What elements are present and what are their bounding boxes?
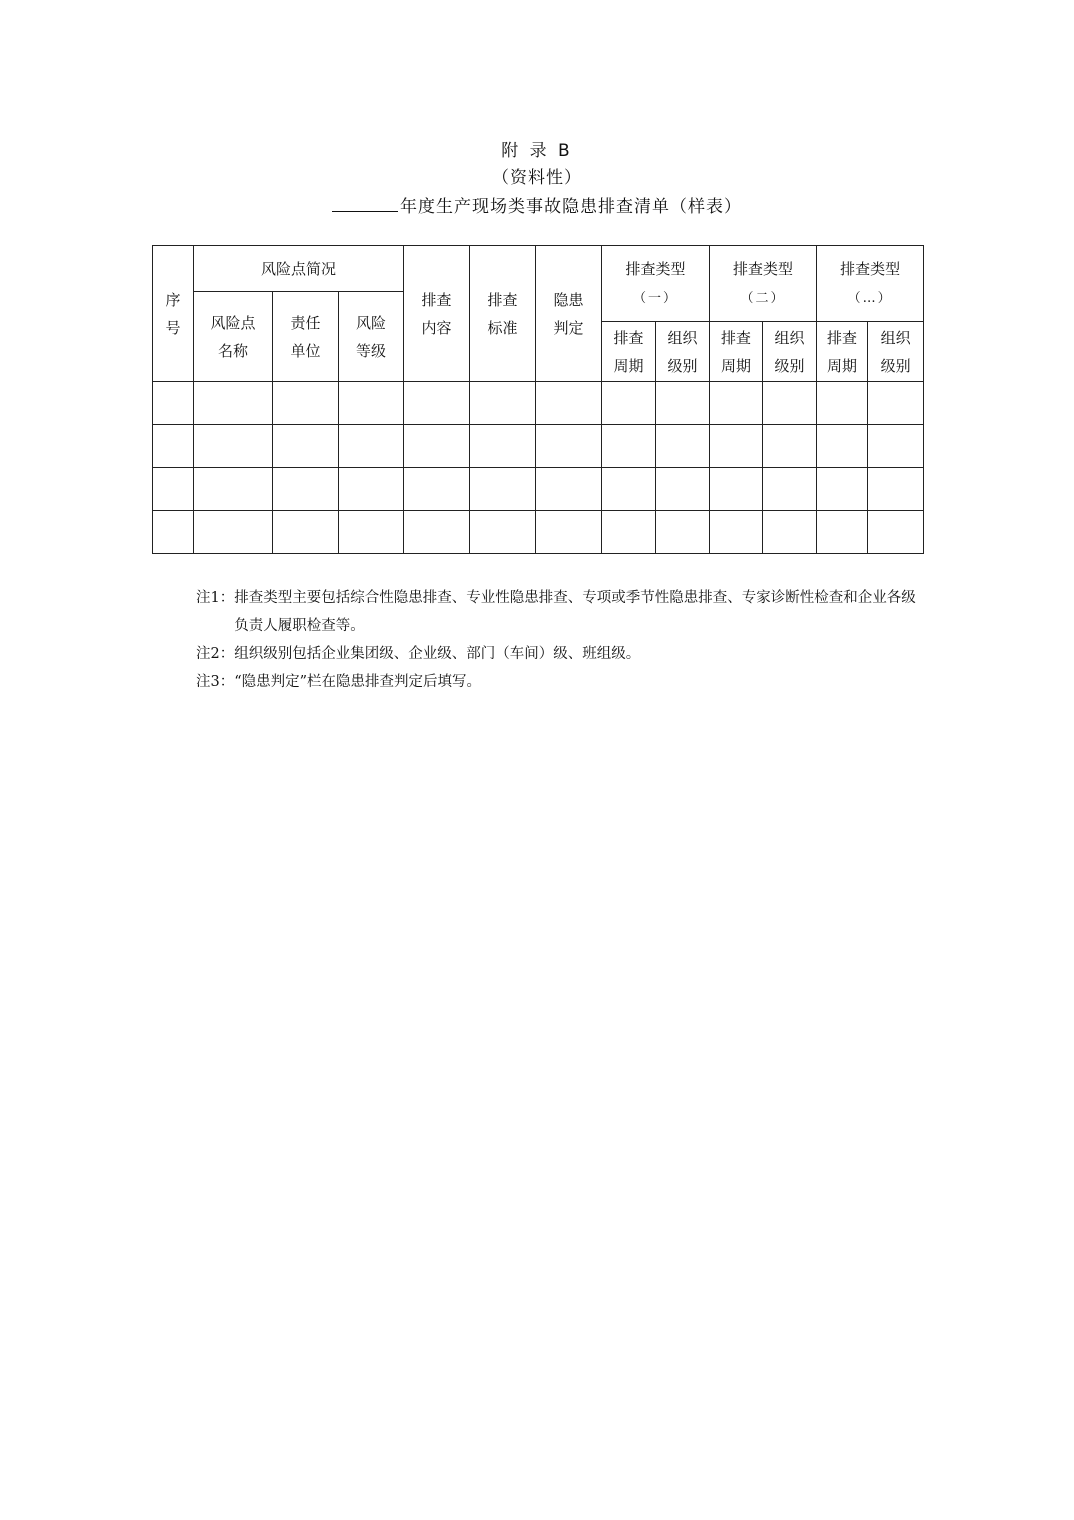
org-level-3-line1: 组织 bbox=[880, 328, 911, 347]
table-cell[interactable] bbox=[273, 382, 339, 425]
col-risk-group: 风险点简况 bbox=[194, 246, 404, 292]
table-cell[interactable] bbox=[656, 511, 710, 554]
table-cell[interactable] bbox=[602, 511, 656, 554]
table-cell[interactable] bbox=[710, 468, 763, 511]
col-risk-level-line2: 等级 bbox=[356, 341, 387, 360]
type-group-1-sub: （一） bbox=[633, 290, 679, 306]
table-cell[interactable] bbox=[536, 425, 602, 468]
note-1 bbox=[196, 584, 916, 640]
note-2-tag: 注2： bbox=[196, 646, 235, 662]
col-risk-name-line2: 名称 bbox=[217, 341, 248, 360]
table-cell[interactable] bbox=[153, 382, 194, 425]
page-title bbox=[0, 192, 1074, 217]
note-3 bbox=[196, 668, 916, 696]
table-cell[interactable] bbox=[339, 511, 404, 554]
col-risk-name-line1: 风险点 bbox=[210, 313, 256, 332]
table-cell[interactable] bbox=[763, 425, 817, 468]
table-cell[interactable] bbox=[656, 382, 710, 425]
col-check-content-line2: 内容 bbox=[421, 318, 452, 337]
table-cell[interactable] bbox=[536, 511, 602, 554]
table-cell[interactable] bbox=[153, 425, 194, 468]
col-type-group-3 bbox=[817, 246, 924, 322]
table-cell[interactable] bbox=[868, 425, 924, 468]
year-blank bbox=[332, 197, 398, 212]
type-group-2-sub: （二） bbox=[740, 290, 786, 306]
note-2-text: 组织级别包括企业集团级、企业级、部门（车间）级、班组级。 bbox=[234, 646, 641, 662]
page-title-text: 年度生产现场类事故隐患排查清单（样表） bbox=[400, 197, 742, 217]
cycle-3-line1: 排查 bbox=[827, 328, 858, 347]
table-cell[interactable] bbox=[868, 468, 924, 511]
note-3-text: “隐患判定”栏在隐患排查判定后填写。 bbox=[234, 674, 482, 690]
org-level-2-line2: 级别 bbox=[774, 356, 805, 375]
appendix-nature: （资料性） bbox=[492, 168, 582, 188]
table-cell[interactable] bbox=[404, 382, 470, 425]
col-cycle-3 bbox=[817, 322, 868, 382]
cycle-1-line2: 周期 bbox=[613, 356, 644, 375]
table-cell[interactable] bbox=[339, 425, 404, 468]
org-level-1-line2: 级别 bbox=[667, 356, 698, 375]
col-org-level-1 bbox=[656, 322, 710, 382]
table-cell[interactable] bbox=[194, 382, 273, 425]
table-cell[interactable] bbox=[470, 382, 536, 425]
type-group-3-sub: （…） bbox=[847, 290, 893, 306]
table-cell[interactable] bbox=[470, 511, 536, 554]
table-cell[interactable] bbox=[273, 425, 339, 468]
notes-section bbox=[196, 584, 916, 696]
table-cell[interactable] bbox=[470, 425, 536, 468]
cycle-3-line2: 周期 bbox=[827, 356, 858, 375]
col-resp-unit-line2: 单位 bbox=[290, 341, 321, 360]
col-type-group-2 bbox=[710, 246, 817, 322]
col-resp-unit bbox=[273, 292, 339, 382]
table-cell[interactable] bbox=[536, 382, 602, 425]
col-type-group-1 bbox=[602, 246, 710, 322]
table-cell[interactable] bbox=[153, 511, 194, 554]
table-cell[interactable] bbox=[153, 468, 194, 511]
table-cell[interactable] bbox=[536, 468, 602, 511]
type-group-1-label: 排查类型 bbox=[625, 259, 686, 278]
table-cell[interactable] bbox=[273, 511, 339, 554]
col-check-content bbox=[404, 246, 470, 382]
table-cell[interactable] bbox=[273, 468, 339, 511]
table-cell[interactable] bbox=[339, 468, 404, 511]
col-seq-line2: 号 bbox=[165, 318, 181, 337]
table-cell[interactable] bbox=[602, 468, 656, 511]
table-cell[interactable] bbox=[817, 425, 868, 468]
table-cell[interactable] bbox=[404, 425, 470, 468]
table-cell[interactable] bbox=[763, 468, 817, 511]
col-resp-unit-line1: 责任 bbox=[290, 313, 321, 332]
col-org-level-3 bbox=[868, 322, 924, 382]
table-row bbox=[153, 382, 924, 425]
table-cell[interactable] bbox=[194, 511, 273, 554]
table-cell[interactable] bbox=[404, 468, 470, 511]
org-level-3-line2: 级别 bbox=[880, 356, 911, 375]
col-risk-level-line1: 风险 bbox=[356, 313, 387, 332]
cycle-2-line2: 周期 bbox=[721, 356, 752, 375]
col-check-standard-line2: 标准 bbox=[487, 318, 518, 337]
col-risk-name bbox=[194, 292, 273, 382]
table-cell[interactable] bbox=[656, 425, 710, 468]
col-check-content-line1: 排查 bbox=[421, 290, 452, 309]
col-seq-line1: 序 bbox=[165, 290, 181, 309]
col-cycle-2 bbox=[710, 322, 763, 382]
table-cell[interactable] bbox=[868, 511, 924, 554]
hazard-checklist-table bbox=[152, 245, 924, 554]
table-cell[interactable] bbox=[656, 468, 710, 511]
type-group-3-label: 排查类型 bbox=[840, 259, 901, 278]
col-check-standard-line1: 排查 bbox=[487, 290, 518, 309]
header-row-1 bbox=[153, 246, 924, 292]
table-cell[interactable] bbox=[710, 425, 763, 468]
col-check-standard bbox=[470, 246, 536, 382]
table-cell[interactable] bbox=[710, 382, 763, 425]
cycle-2-line1: 排查 bbox=[721, 328, 752, 347]
table-cell[interactable] bbox=[817, 468, 868, 511]
col-hazard-judgment-line1: 隐患 bbox=[553, 290, 584, 309]
table-row bbox=[153, 511, 924, 554]
appendix-label: 附 录 B bbox=[501, 141, 573, 161]
table-cell[interactable] bbox=[763, 382, 817, 425]
table-cell[interactable] bbox=[194, 425, 273, 468]
org-level-1-line1: 组织 bbox=[667, 328, 698, 347]
table-row bbox=[153, 468, 924, 511]
table-cell[interactable] bbox=[817, 382, 868, 425]
type-group-2-label: 排查类型 bbox=[733, 259, 794, 278]
table-cell[interactable] bbox=[710, 511, 763, 554]
table-cell[interactable] bbox=[194, 468, 273, 511]
note-2 bbox=[196, 640, 916, 668]
table-cell[interactable] bbox=[470, 468, 536, 511]
col-hazard-judgment bbox=[536, 246, 602, 382]
table-cell[interactable] bbox=[817, 511, 868, 554]
table-cell[interactable] bbox=[602, 425, 656, 468]
table-cell[interactable] bbox=[404, 511, 470, 554]
table-cell[interactable] bbox=[602, 382, 656, 425]
org-level-2-line1: 组织 bbox=[774, 328, 805, 347]
table-cell[interactable] bbox=[763, 511, 817, 554]
col-seq bbox=[153, 246, 194, 382]
cycle-1-line1: 排查 bbox=[613, 328, 644, 347]
table-cell[interactable] bbox=[339, 382, 404, 425]
table-row bbox=[153, 425, 924, 468]
note-1-text: 排查类型主要包括综合性隐患排查、专业性隐患排查、专项或季节性隐患排查、专家诊断性检查和企业各级负责人履职检查等。 bbox=[234, 590, 916, 634]
note-1-tag: 注1： bbox=[196, 590, 235, 606]
note-3-tag: 注3： bbox=[196, 674, 235, 690]
table-cell[interactable] bbox=[868, 382, 924, 425]
col-org-level-2 bbox=[763, 322, 817, 382]
col-risk-level bbox=[339, 292, 404, 382]
col-hazard-judgment-line2: 判定 bbox=[553, 318, 584, 337]
col-cycle-1 bbox=[602, 322, 656, 382]
